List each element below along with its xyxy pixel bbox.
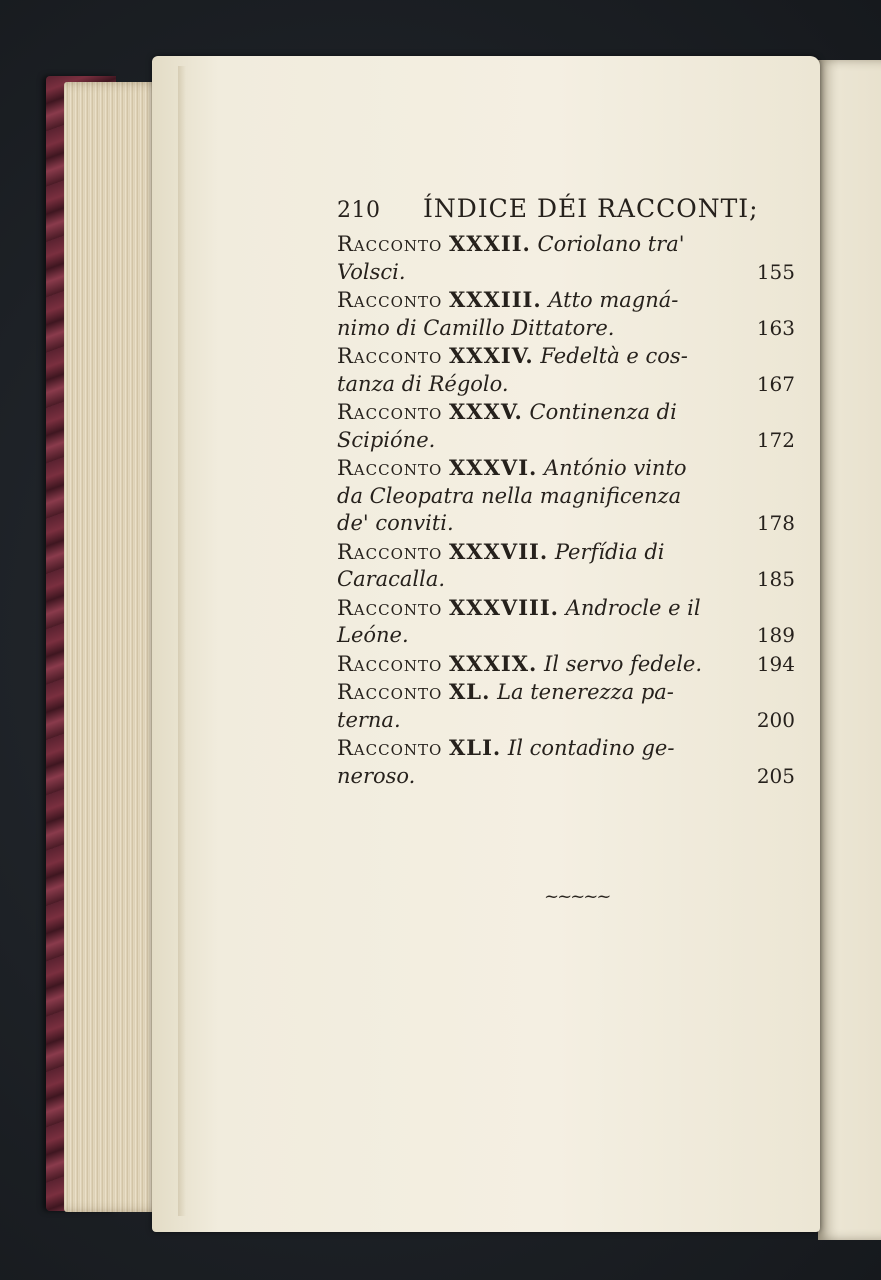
entry-title-cont: Caracalla. [337,567,446,591]
entry-title-cont: Volsci. [337,259,406,284]
index-entry [337,454,795,538]
entry-page: 200 [756,707,795,732]
entry-numeral: XLI. [449,735,502,760]
entry-title: La tenerezza pa- [497,680,674,704]
entry-title-cont: neroso. [337,763,416,788]
entry-title: Fedeltà e cos- [540,344,688,368]
entry-label: Racconto [337,651,443,676]
index-entry [337,594,795,650]
entry-title: Il contadino ge- [507,736,675,760]
entry-title: Continenza di [529,400,677,424]
entry-page: 155 [756,259,795,284]
end-ornament: ~~~~~ [544,886,610,907]
entry-numeral: XXXVIII. [449,594,559,620]
index-entry [337,650,795,679]
entry-title-cont: Leóne. [337,623,409,647]
page-number: 210 [337,198,381,223]
entry-numeral: XXXIX. [449,650,538,676]
page-title: ÍNDICE DÉI RACCONTI; [423,194,759,223]
index-entry [337,538,795,594]
entry-page: 194 [756,651,795,676]
entry-title-cont: nimo di Camillo Dittatore. [337,315,615,340]
entry-label: Racconto [337,680,443,704]
entry-title-cont: de' conviti. [337,511,454,535]
entry-title: António vinto [544,456,687,480]
entry-label: Racconto [337,456,443,480]
entry-numeral: XXXIII. [449,287,542,312]
entry-title-cont: da Cleopatra nella magnificenza [337,483,682,508]
entry-title: Atto magná- [548,288,679,312]
entry-numeral: XXXV. [449,399,523,424]
entry-page: 163 [756,315,795,340]
entry-label: Racconto [337,400,443,424]
index-entry [337,398,795,454]
page-header [337,190,797,230]
entry-title: Il servo fedele. [544,651,703,676]
entry-title: Perfídia di [554,539,665,564]
entry-numeral: XXXIV. [449,343,534,368]
entry-label: Racconto [337,595,443,620]
index-entry [337,734,795,790]
entry-label: Racconto [337,288,443,312]
entry-label: Racconto [337,736,443,760]
index-entry [337,678,795,734]
entry-numeral: XXXVII. [449,538,549,564]
index-text [337,190,797,790]
entry-numeral: XXXVI. [449,455,538,480]
entry-label: Racconto [337,232,443,256]
index-entry [337,230,795,286]
entry-title-cont: tanza di Régolo. [337,371,509,396]
entry-title: Coriolano tra' [537,232,685,256]
entry-numeral: XXXII. [449,231,531,256]
facing-page [818,60,881,1240]
entry-page: 189 [756,623,795,647]
entry-page: 172 [756,427,795,452]
entry-title: Androcle e il [565,595,701,620]
entry-label: Racconto [337,539,443,564]
entry-page: 178 [756,511,795,535]
entry-page: 167 [756,371,795,396]
entry-label: Racconto [337,344,443,368]
index-entry [337,342,795,398]
entry-page: 205 [756,763,795,788]
entry-title-cont: terna. [337,707,401,732]
entry-numeral: XL. [449,679,491,704]
entry-page: 185 [756,567,795,591]
entry-title-cont: Scipióne. [337,427,436,452]
index-entry [337,286,795,342]
